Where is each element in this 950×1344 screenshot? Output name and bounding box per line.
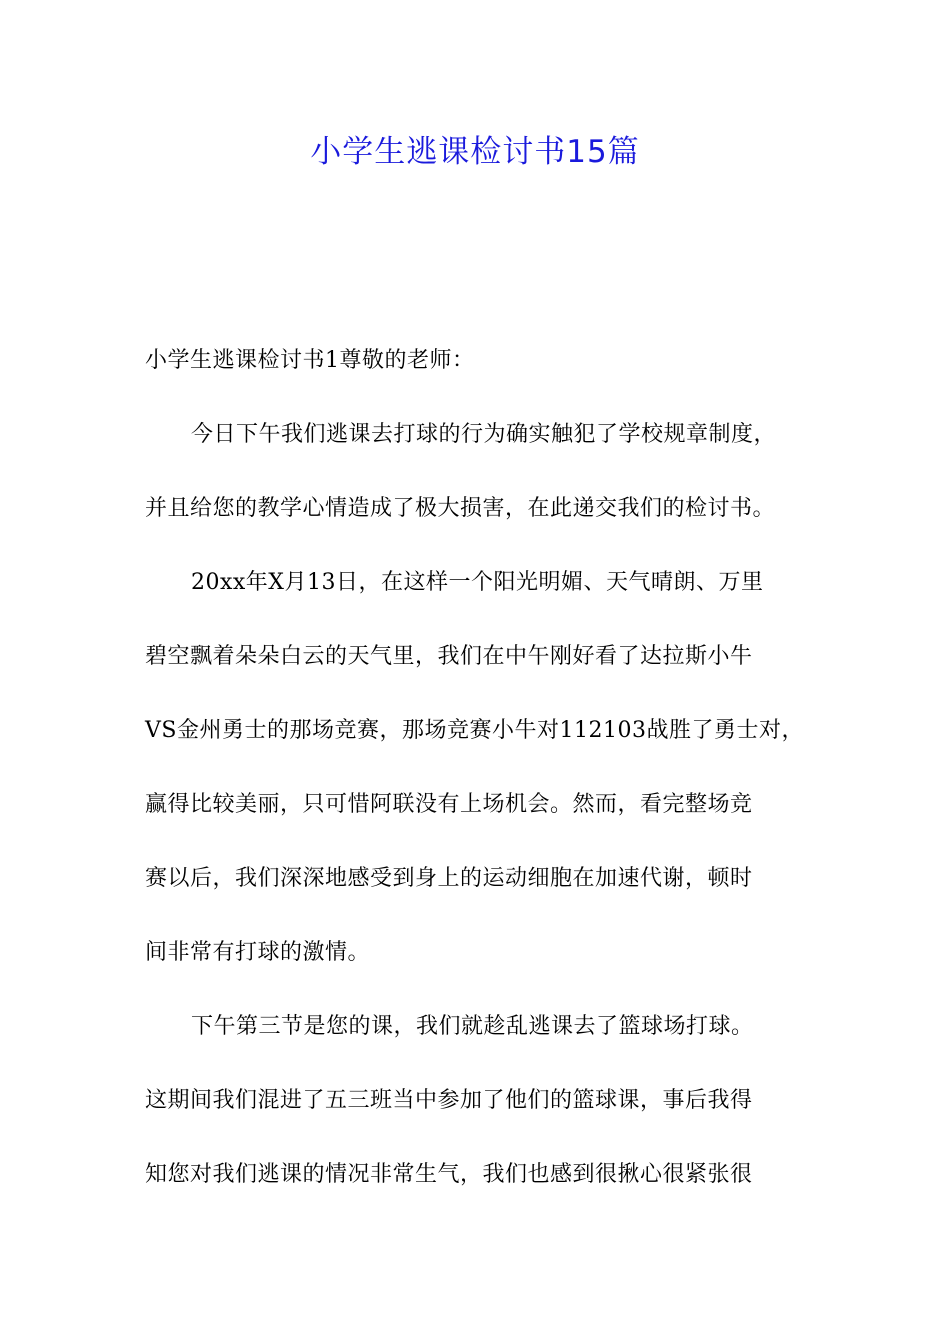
text-line: 这期间我们混进了五三班当中参加了他们的篮球课，事后我得 (145, 1088, 753, 1113)
document-title: 小学生逃课检讨书15篇 (310, 134, 640, 170)
text-line: 间非常有打球的激情。 (145, 940, 371, 965)
text-line: 赛以后，我们深深地感受到身上的运动细胞在加速代谢，顿时 (145, 866, 753, 891)
text-line: 20xx年X月13日，在这样一个阳光明媚、天气晴朗、万里 (191, 570, 764, 595)
document-body (145, 336, 835, 1224)
text-line: 下午第三节是您的课，我们就趁乱逃课去了篮球场打球。 (191, 1014, 754, 1039)
text-line: 赢得比较美丽，只可惜阿联没有上场机会。然而，看完整场竞 (145, 792, 753, 817)
text-line: 今日下午我们逃课去打球的行为确实触犯了学校规章制度， (191, 422, 777, 447)
text-line: 知您对我们逃课的情况非常生气，我们也感到很揪心很紧张很 (145, 1162, 753, 1187)
text-line: VS金州勇士的那场竞赛，那场竞赛小牛对112103战胜了勇士对， (145, 718, 804, 743)
text-line: 并且给您的教学心情造成了极大损害，在此递交我们的检讨书。 (145, 496, 776, 521)
text-line: 碧空飘着朵朵白云的天气里，我们在中午刚好看了达拉斯小牛 (145, 644, 753, 669)
text-line: 小学生逃课检讨书1尊敬的老师： (145, 348, 475, 373)
